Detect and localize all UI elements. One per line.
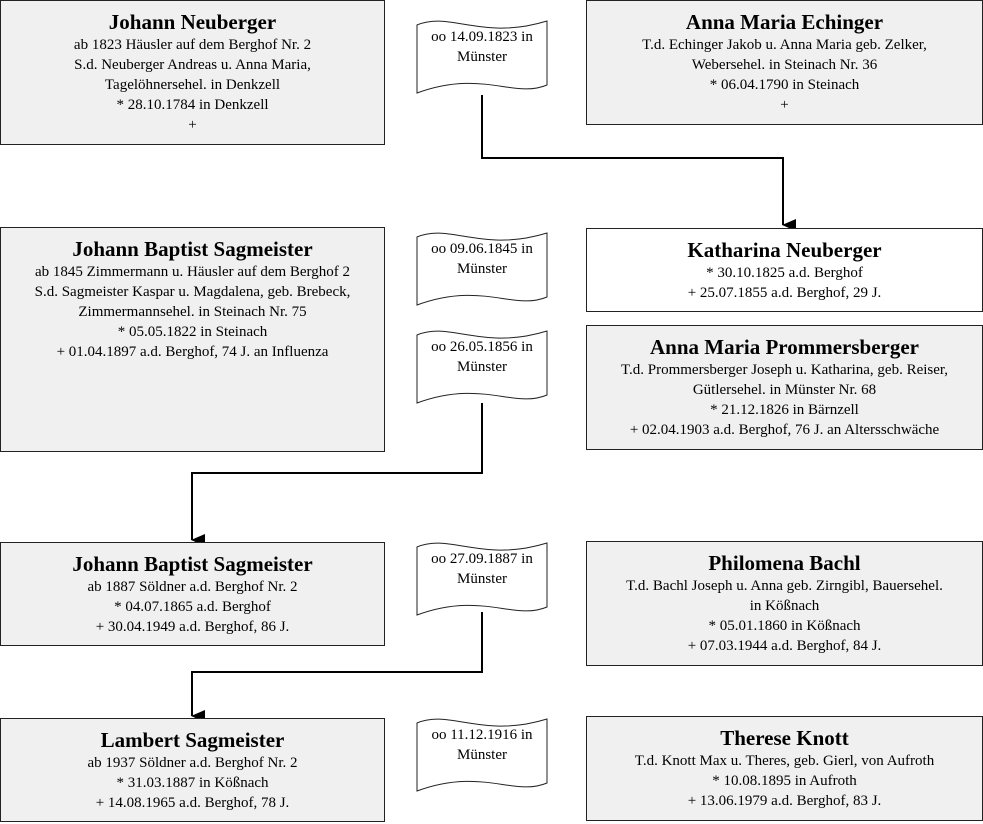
- marriage-place: in Münster: [457, 29, 533, 65]
- person-card: [586, 0, 983, 125]
- marriage-place: in Münster: [457, 727, 533, 763]
- marriage-date: oo 09.06.1845: [431, 241, 518, 257]
- person-card: [586, 716, 983, 821]
- person-detail: ab 1845 Zimmermann u. Häusler auf dem Berghof 2: [34, 264, 351, 280]
- person-detail: + 02.04.1903 a.d. Berghof, 76 J. an Altersschwäche: [629, 422, 940, 438]
- person-detail: +: [780, 97, 789, 113]
- person-detail: * 04.07.1865 a.d. Berghof: [114, 599, 271, 615]
- person-detail: Gütlersehel. in Münster Nr. 68: [692, 382, 877, 398]
- person-detail: ab 1887 Söldner a.d. Berghof Nr. 2: [87, 579, 298, 595]
- person-card: [0, 718, 385, 822]
- marriage-banner: [416, 15, 548, 99]
- person-name: Katharina Neuberger: [687, 238, 882, 262]
- marriage-banner: [416, 227, 548, 311]
- person-detail: * 30.10.1825 a.d. Berghof: [706, 265, 863, 281]
- marriage-date: oo 27.09.1887: [431, 551, 518, 567]
- marriage-banner: [416, 713, 548, 797]
- person-detail: T.d. Knott Max u. Theres, geb. Gierl, von Aufroth: [634, 753, 935, 769]
- person-detail: * 10.08.1895 in Aufroth: [712, 773, 857, 789]
- person-name: Johann Baptist Sagmeister: [72, 237, 313, 261]
- person-detail: * 28.10.1784 in Denkzell: [116, 97, 269, 113]
- marriage-place: in Münster: [457, 241, 533, 277]
- person-detail: + 30.04.1949 a.d. Berghof, 86 J.: [95, 619, 290, 635]
- marriage-date: oo 11.12.1916: [431, 727, 518, 743]
- person-name: Therese Knott: [720, 726, 849, 750]
- person-detail: +: [188, 117, 197, 133]
- person-detail: * 21.12.1826 in Bärnzell: [710, 402, 859, 418]
- person-detail: T.d. Bachl Joseph u. Anna geb. Zirngibl, Bauersehel.: [626, 578, 943, 594]
- marriage-place: in Münster: [457, 551, 533, 587]
- person-detail: * 31.03.1887 in Kößnach: [116, 775, 269, 791]
- person-name: Johann Neuberger: [108, 10, 277, 34]
- person-detail: Webersehel. in Steinach Nr. 36: [691, 57, 878, 73]
- person-detail: + 13.06.1979 a.d. Berghof, 83 J.: [687, 793, 882, 809]
- person-detail: S.d. Neuberger Andreas u. Anna Maria,: [74, 57, 311, 73]
- person-detail: + 07.03.1944 a.d. Berghof, 84 J.: [687, 638, 882, 654]
- person-detail: + 01.04.1897 a.d. Berghof, 74 J. an Influenza: [56, 344, 329, 360]
- person-detail: T.d. Prommersberger Joseph u. Katharina, geb. Reiser,: [620, 362, 949, 378]
- marriage-banner: [416, 325, 548, 409]
- marriage-date: oo 26.05.1856: [431, 339, 518, 355]
- person-card: [0, 542, 385, 646]
- person-card: [0, 0, 385, 145]
- person-detail: + 25.07.1855 a.d. Berghof, 29 J.: [687, 285, 882, 301]
- person-name: Lambert Sagmeister: [100, 728, 285, 752]
- person-card: [586, 541, 983, 666]
- person-detail: in Kößnach: [749, 598, 820, 614]
- person-detail: * 05.01.1860 in Kößnach: [708, 618, 861, 634]
- person-detail: * 05.05.1822 in Steinach: [117, 324, 268, 340]
- person-card: [586, 325, 983, 450]
- person-detail: T.d. Echinger Jakob u. Anna Maria geb. Zelker,: [642, 37, 927, 53]
- person-detail: Tagelöhnersehel. in Denkzell: [104, 77, 281, 93]
- marriage-banner: [416, 537, 548, 621]
- marriage-place: in Münster: [457, 339, 533, 375]
- person-detail: ab 1937 Söldner a.d. Berghof Nr. 2: [87, 755, 298, 771]
- person-detail: + 14.08.1965 a.d. Berghof, 78 J.: [95, 795, 290, 811]
- marriage-date: oo 14.09.1823: [431, 29, 518, 45]
- person-card: [586, 228, 983, 312]
- person-name: Anna Maria Prommersberger: [649, 335, 920, 359]
- person-name: Philomena Bachl: [708, 551, 861, 575]
- person-card: [0, 227, 385, 452]
- person-name: Anna Maria Echinger: [685, 10, 884, 34]
- person-detail: ab 1823 Häusler auf dem Berghof Nr. 2: [73, 37, 312, 53]
- person-name: Johann Baptist Sagmeister: [72, 552, 313, 576]
- person-detail: S.d. Sagmeister Kaspar u. Magdalena, geb. Brebeck,: [34, 284, 351, 300]
- person-detail: * 06.04.1790 in Steinach: [709, 77, 860, 93]
- person-detail: Zimmermannsehel. in Steinach Nr. 75: [78, 304, 307, 320]
